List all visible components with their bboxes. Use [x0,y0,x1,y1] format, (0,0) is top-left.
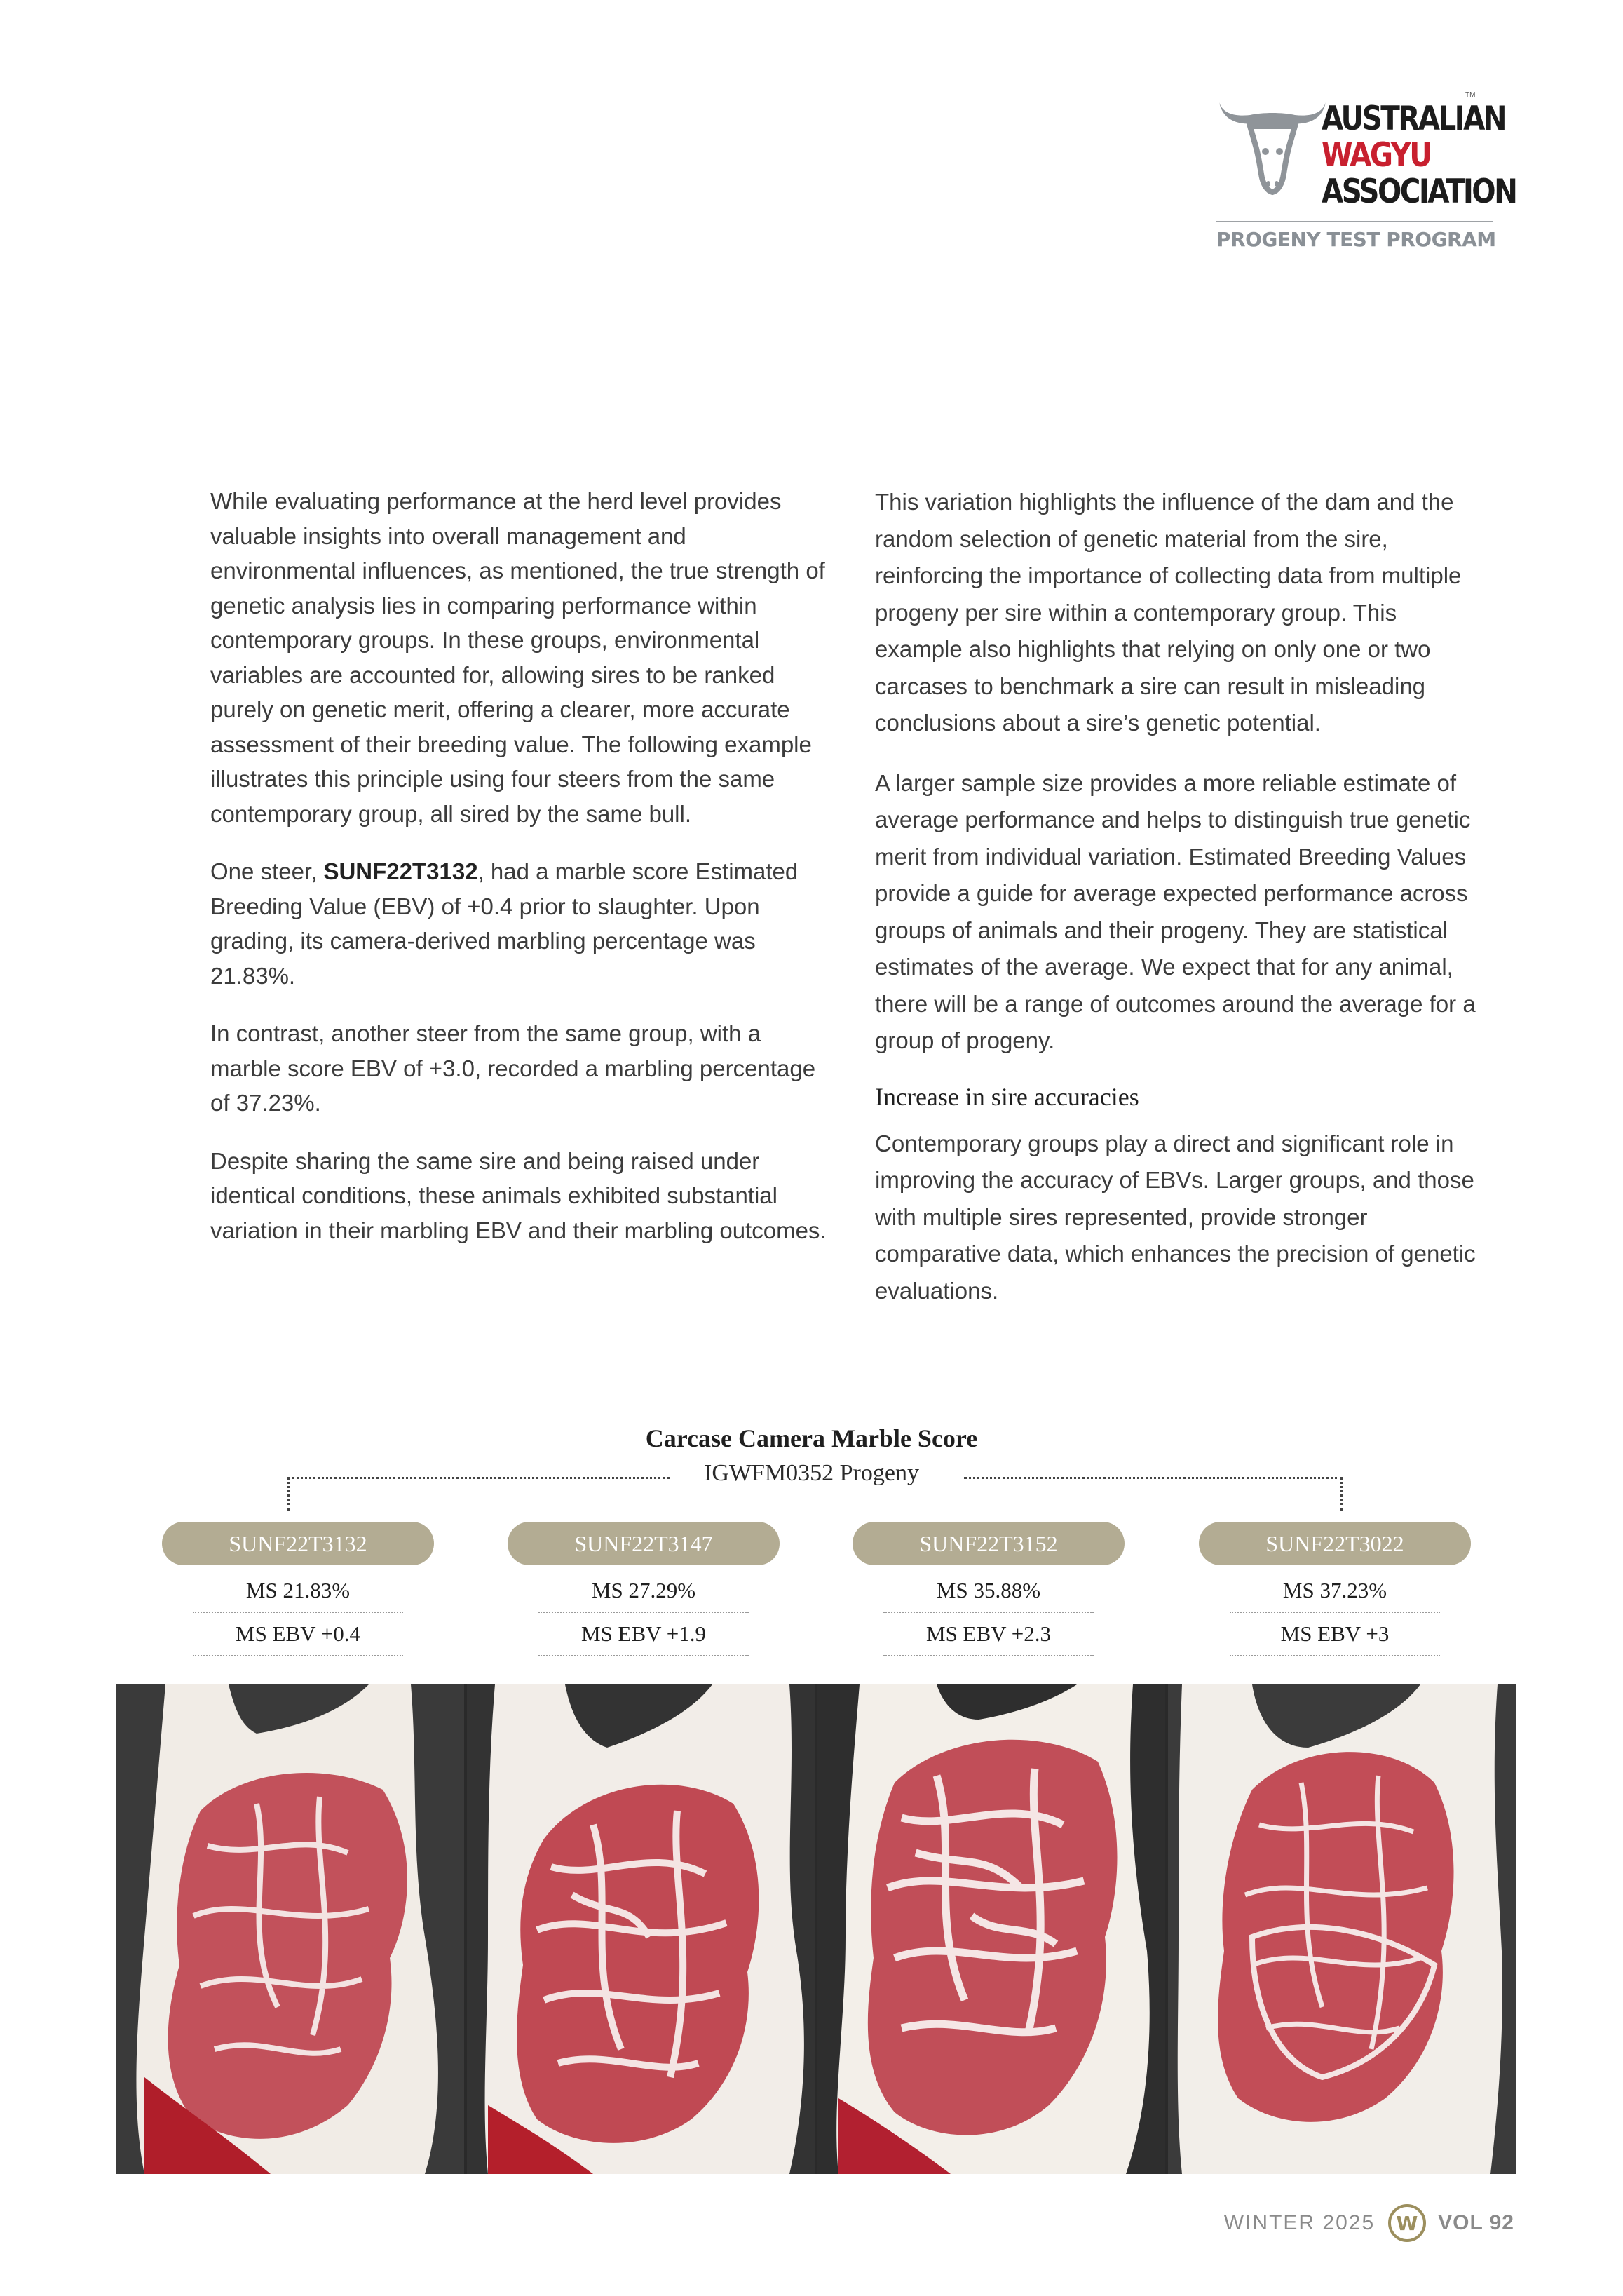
marble-ebv-value: MS EBV +0.4 [193,1613,403,1656]
section-subheading: Increase in sire accuracies [875,1082,1139,1111]
marble-score-value: MS 37.23% [1230,1569,1440,1613]
marble-score-value: MS 21.83% [193,1569,403,1613]
carcase-photo [467,1684,815,2174]
logo-line-wagyu: WAGYU [1322,136,1431,175]
logo-line-association: ASSOCIATION [1322,173,1516,211]
paragraph: A larger sample size provides a more reliable estimate of average performance and helps to distinguish true genetic merit from individual variation. Estimated Breeding Values provide a guide for average expected performance across groups of animals and their progeny. They are statistical estimates of the average. We expect that for any animal, there will be a range of outcomes around the average for a group of progeny. [875,769,1476,1053]
trademark-mark: TM [1465,91,1476,99]
logo-divider [1216,221,1493,222]
bracket-line-left [287,1477,670,1479]
infographic-title: Carcase Camera Marble Score [645,1424,978,1452]
paragraph: In contrast, another steer from the same group, with a marble score EBV of +3.0, recorded a marbling percentage of 37.23%. [210,1020,816,1116]
steer-id-pill: SUNF22T3147 [508,1522,780,1565]
marble-ebv-value: MS EBV +3 [1230,1613,1440,1656]
issue-volume: VOL 92 [1438,2211,1514,2234]
paragraph: Despite sharing the same sire and being raised under identical conditions, these animals exhibited substantial variation in their marbling EBV and their marbling outcomes. [210,1147,827,1243]
bull-head-icon [1216,91,1329,203]
paragraph: Contemporary groups play a direct and significant role in improving the accuracy of EBVs. Larger groups, and those with multiple sires represented, provide stronger comparative data, which enhances the precision of genetic evaluations. [875,1130,1476,1304]
marble-ebv-value: MS EBV +2.3 [883,1613,1094,1656]
steer-id-pill: SUNF22T3132 [162,1522,434,1565]
paragraph: While evaluating performance at the herd level provides valuable insights into overall management and environmental influences, as mentioned, the true strength of genetic analysis lies in comparing performance within contemporary groups. In these groups, environmental variables are accounted for, allowing sires to be ranked purely on genetic merit, offering a clearer, more accurate assessment of their breeding value. The following example illustrates this principle using four steers from the same contemporary group, all sired by the same bull. [210,488,825,827]
logo-wordmark [1322,100,1516,211]
logo-line-australian: AUSTRALIAN [1322,100,1506,138]
bracket-line-right [964,1477,1343,1479]
association-logo [1216,91,1516,252]
carcase-photo [1168,1684,1516,2174]
steer-id-highlight: SUNF22T3132 [323,858,478,884]
carcase-photo-strip [116,1684,1516,2174]
steer-id-pill: SUNF22T3152 [853,1522,1125,1565]
svg-text:W: W [1396,2212,1418,2235]
wagyu-w-badge-icon [1387,2203,1427,2243]
issue-season: WINTER 2025 [1223,2211,1376,2234]
paragraph: This variation highlights the influence of the dam and the random selection of genetic material from the sire, reinforcing the importance of collecting data from multiple progeny per sire within a contemporary group. This example also highlights that relying on only one or two carcases to benchmark a sire can result in misleading conclusions about a sire’s genetic potential. [875,489,1462,736]
bracket-tick-left [287,1477,290,1511]
carcase-photo [817,1684,1165,2174]
marble-score-value: MS 27.29% [538,1569,749,1613]
marble-ebv-value: MS EBV +1.9 [538,1613,749,1656]
article-left-column [210,484,827,1248]
marble-score-value: MS 35.88% [883,1569,1094,1613]
steer-id-pill: SUNF22T3022 [1199,1522,1471,1565]
infographic-subtitle: IGWFM0352 Progeny [704,1460,919,1486]
page-footer [1224,2202,1514,2244]
article-right-column [875,484,1485,1309]
program-name: PROGENY TEST PROGRAM [1216,228,1496,251]
paragraph: One steer, SUNF22T3132, had a marble score Estimated Breeding Value (EBV) of +0.4 prior to slaughter. Upon grading, its camera-derived marbling percentage was 21.83%. [210,858,799,989]
bracket-tick-right [1340,1477,1343,1511]
carcase-photo [116,1684,464,2174]
